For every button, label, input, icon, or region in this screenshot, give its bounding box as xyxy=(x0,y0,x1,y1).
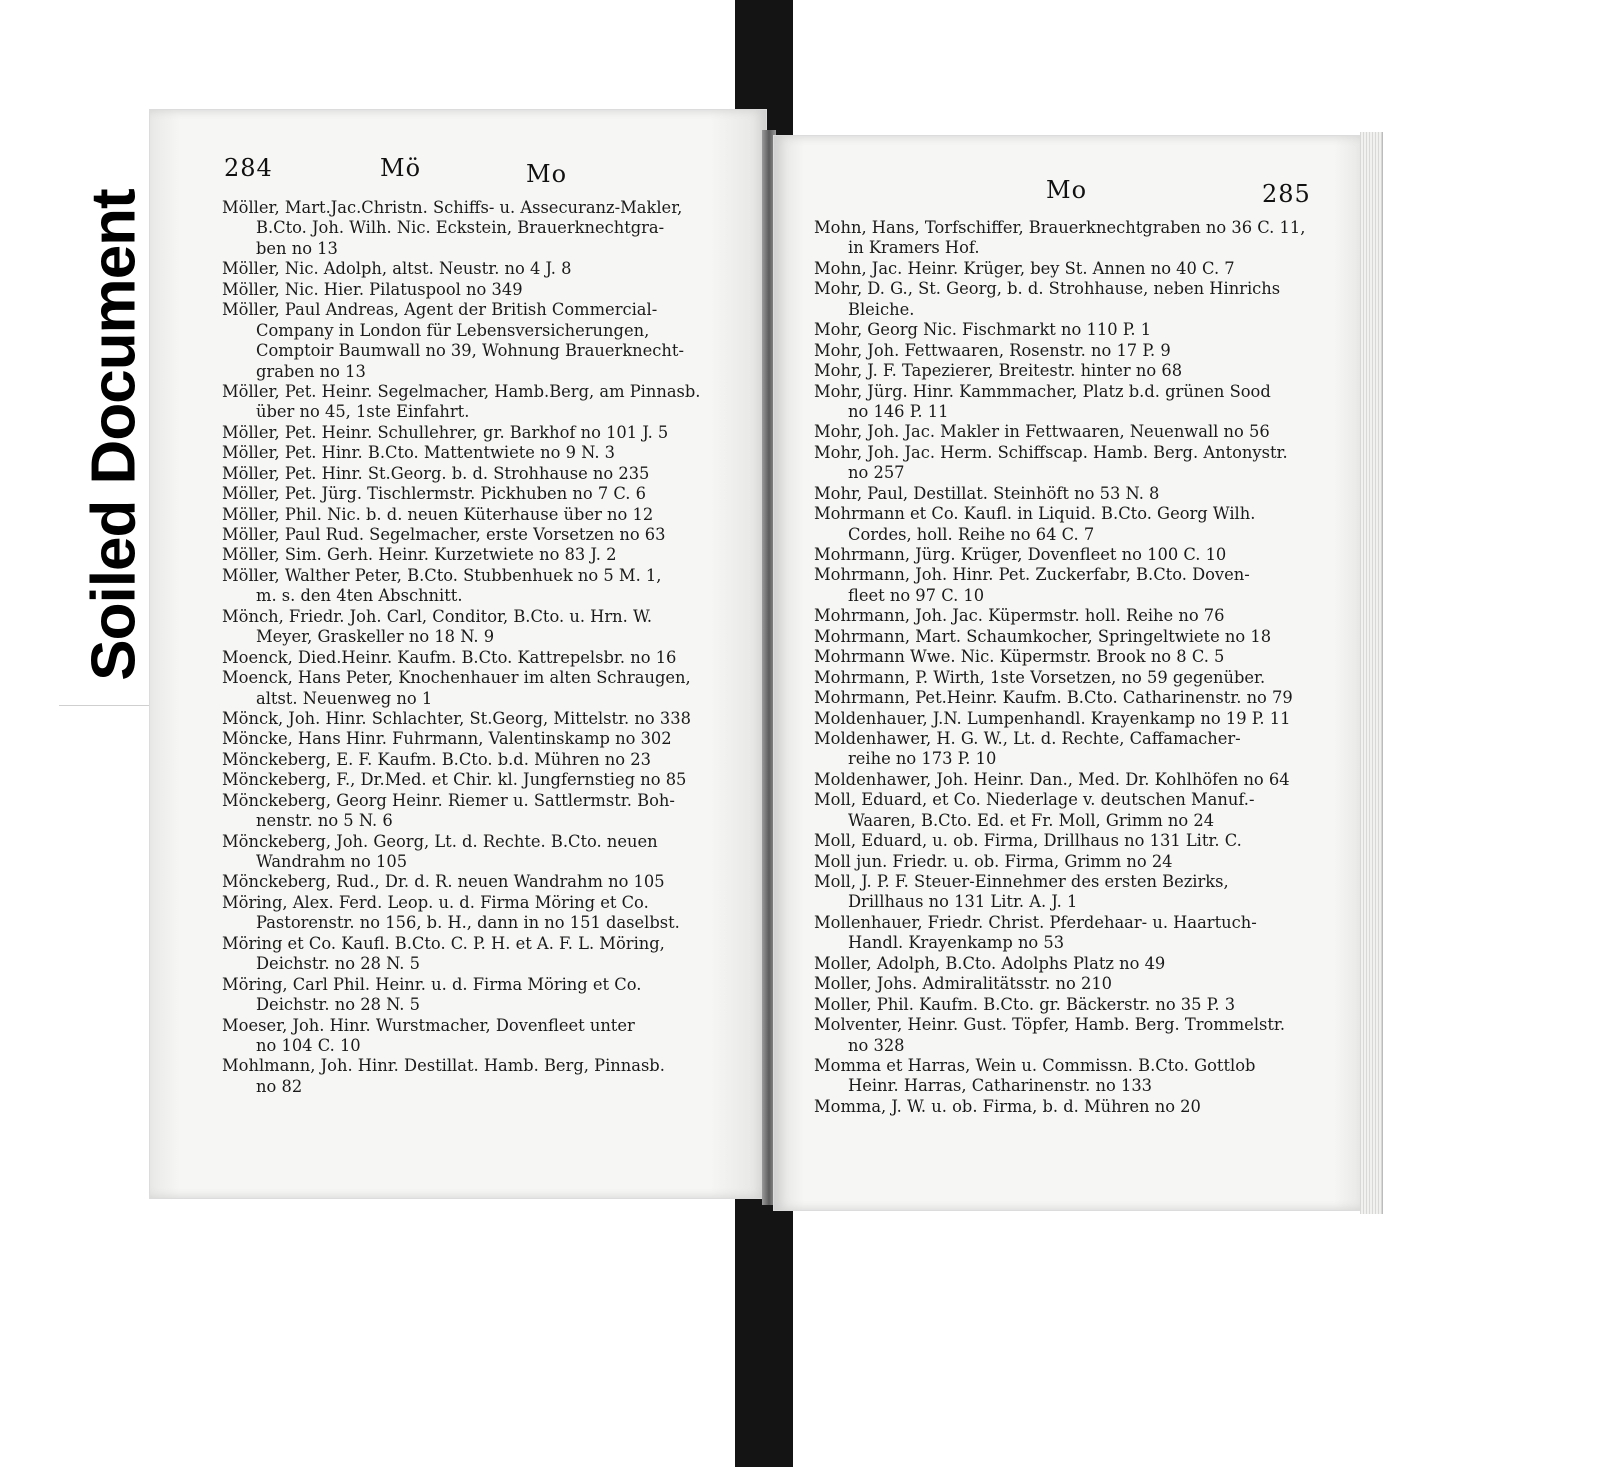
directory-entry-line: Moll, J. P. F. Steuer-Einnehmer des ersten Bezirks, xyxy=(814,872,1229,891)
directory-entry-line: Möller, Pet. Heinr. Segelmacher, Hamb.Berg, am Pinnasb. xyxy=(222,381,701,401)
directory-entry-line: Momma, J. W. u. ob. Firma, b. d. Mühren no 20 xyxy=(814,1096,1201,1116)
directory-entry-line: Mollenhauer, Friedr. Christ. Pferdehaar- u. Haartuch- xyxy=(814,912,1257,932)
entry-continuation-line: Comptoir Baumwall no 39, Wohnung Brauerknecht- xyxy=(256,341,684,361)
directory-entry-line: Möller, Mart.Jac.Christn. Schiffs- u. Assecuranz-Makler, xyxy=(222,198,683,217)
directory-entry-line: Moenck, Hans Peter, Knochenhauer im alten Schraugen, xyxy=(222,668,691,688)
right-page xyxy=(774,136,1360,1210)
entry-continuation-line: Deichstr. no 28 N. 5 xyxy=(256,954,421,974)
entry-continuation-line: Waaren, B.Cto. Ed. et Fr. Moll, Grimm no 24 xyxy=(848,810,1215,830)
directory-entry-line: Mohr, Georg Nic. Fischmarkt no 110 P. 1 xyxy=(814,320,1152,340)
entry-continuation-line: no 328 xyxy=(848,1035,905,1055)
directory-entry-line: Moller, Phil. Kaufm. B.Cto. gr. Bäckerstr. no 35 P. 3 xyxy=(814,994,1236,1014)
directory-entry-line: Mönckeberg, Joh. Georg, Lt. d. Rechte. B.Cto. neuen xyxy=(222,831,658,851)
entry-continuation-line: graben no 13 xyxy=(256,361,366,381)
directory-entry-line: Mönch, Friedr. Joh. Carl, Conditor, B.Cto. u. Hrn. W. xyxy=(222,606,653,626)
directory-entry-line: Mönckeberg, E. F. Kaufm. B.Cto. b.d. Mühren no 23 xyxy=(222,749,651,769)
directory-entry-line: Momma et Harras, Wein u. Commissn. B.Cto. Gottlob xyxy=(814,1055,1256,1075)
entry-continuation-line: m. s. den 4ten Abschnitt. xyxy=(256,586,463,606)
entry-continuation-line: über no 45, 1ste Einfahrt. xyxy=(256,402,470,422)
entry-continuation-line: fleet no 97 C. 10 xyxy=(848,585,985,605)
directory-entry-line: Mohr, Joh. Fettwaaren, Rosenstr. no 17 P. 9 xyxy=(814,340,1171,360)
directory-entry-line: Mohr, Paul, Destillat. Steinhöft no 53 N. 8 xyxy=(814,483,1160,503)
directory-entry-line: Moeser, Joh. Hinr. Wurstmacher, Dovenfleet unter xyxy=(222,1015,635,1035)
entry-continuation-line: no 257 xyxy=(848,463,905,483)
directory-entry-line: Mönckeberg, F., Dr.Med. et Chir. kl. Jungfernstieg no 85 xyxy=(222,770,687,790)
directory-entry-line: Möller, Phil. Nic. b. d. neuen Küterhause über no 12 xyxy=(222,504,654,524)
entry-continuation-line: Cordes, holl. Reihe no 64 C. 7 xyxy=(848,524,1095,544)
directory-entry-line: Mönckeberg, Rud., Dr. d. R. neuen Wandrahm no 105 xyxy=(222,872,665,892)
entry-continuation-line: in Kramers Hof. xyxy=(848,238,980,258)
left-entry-list xyxy=(222,198,700,1097)
directory-entry-line: Möller, Pet. Hinr. B.Cto. Mattentwiete no 9 N. 3 xyxy=(222,443,616,463)
directory-entry-line: Mohrmann, Joh. Jac. Küpermstr. holl. Reihe no 76 xyxy=(814,606,1225,626)
left-page xyxy=(150,110,766,1198)
directory-entry-line: Moll, Eduard, et Co. Niederlage v. deutschen Manuf.- xyxy=(814,790,1255,810)
directory-entry-line: Möller, Pet. Hinr. St.Georg. b. d. Strohhause no 235 xyxy=(222,463,650,483)
directory-entry-line: Möller, Paul Andreas, Agent der British Commercial- xyxy=(222,300,658,320)
right-running-head: Mo xyxy=(1046,176,1088,204)
directory-entry-line: Mohrmann et Co. Kaufl. in Liquid. B.Cto. Georg Wilh. xyxy=(814,504,1256,524)
entry-continuation-line: Wandrahm no 105 xyxy=(256,852,408,871)
directory-entry-line: Molventer, Heinr. Gust. Töpfer, Hamb. Berg. Trommelstr. xyxy=(814,1015,1286,1035)
directory-entry-line: Moller, Adolph, B.Cto. Adolphs Platz no 49 xyxy=(814,953,1166,973)
directory-entry-line: Möller, Sim. Gerh. Heinr. Kurzetwiete no 83 J. 2 xyxy=(222,545,617,565)
directory-entry-line: Moller, Johs. Admiralitätsstr. no 210 xyxy=(814,974,1113,994)
directory-entry-line: Möller, Nic. Hier. Pilatuspool no 349 xyxy=(222,279,523,299)
directory-entry-line: Möller, Pet. Heinr. Schullehrer, gr. Barkhof no 101 J. 5 xyxy=(222,422,669,442)
directory-entry-line: Moldenhauer, J.N. Lumpenhandl. Krayenkamp no 19 P. 11 xyxy=(814,708,1291,728)
entry-continuation-line: B.Cto. Joh. Wilh. Nic. Eckstein, Brauerknechtgra- xyxy=(256,218,665,238)
directory-entry-line: Moenck, Died.Heinr. Kaufm. B.Cto. Kattrepelsbr. no 16 xyxy=(222,647,677,667)
directory-entry-line: Mönckeberg, Georg Heinr. Riemer u. Sattlermstr. Boh- xyxy=(222,790,675,810)
directory-entry-line: Moll jun. Friedr. u. ob. Firma, Grimm no 24 xyxy=(814,851,1173,871)
directory-entry-line: Möring, Alex. Ferd. Leop. u. d. Firma Möring et Co. xyxy=(222,892,649,912)
entry-continuation-line: Drillhaus no 131 Litr. A. J. 1 xyxy=(848,892,1078,912)
directory-entry-line: Moldenhawer, Joh. Heinr. Dan., Med. Dr. Kohlhöfen no 64 xyxy=(814,769,1290,789)
soiled-document-label: Soiled Document xyxy=(79,189,149,681)
directory-entry-line: Mohr, Joh. Jac. Makler in Fettwaaren, Neuenwall no 56 xyxy=(814,422,1270,442)
directory-entry-line: Möller, Nic. Adolph, altst. Neustr. no 4 J. 8 xyxy=(222,259,572,279)
entry-continuation-line: ben no 13 xyxy=(256,238,338,258)
entry-continuation-line: nenstr. no 5 N. 6 xyxy=(256,811,393,831)
left-page-number: 284 xyxy=(224,154,273,182)
binding-ribbon-bottom xyxy=(735,1195,793,1467)
left-running-head-2: Mo xyxy=(526,160,568,188)
entry-continuation-line: no 104 C. 10 xyxy=(256,1035,361,1055)
directory-entry-line: Mohrmann, Mart. Schaumkocher, Springeltwiete no 18 xyxy=(814,626,1272,646)
entry-continuation-line: Pastorenstr. no 156, b. H., dann in no 151 daselbst. xyxy=(256,913,680,933)
entry-continuation-line: Bleiche. xyxy=(848,299,915,319)
right-page-number: 285 xyxy=(1262,180,1311,208)
directory-entry-line: Möller, Pet. Jürg. Tischlermstr. Pickhuben no 7 C. 6 xyxy=(222,484,646,504)
entry-continuation-line: Heinr. Harras, Catharinenstr. no 133 xyxy=(848,1076,1153,1096)
directory-entry-line: Mohrmann, Joh. Hinr. Pet. Zuckerfabr, B.Cto. Doven- xyxy=(814,565,1250,585)
directory-entry-line: Möring, Carl Phil. Heinr. u. d. Firma Möring et Co. xyxy=(222,974,642,994)
right-entry-list xyxy=(814,218,1305,1117)
entry-continuation-line: reihe no 173 P. 10 xyxy=(848,749,997,769)
directory-entry-line: Mohrmann Wwe. Nic. Küpermstr. Brook no 8 C. 5 xyxy=(814,647,1225,667)
directory-entry-line: Möller, Walther Peter, B.Cto. Stubbenhuek no 5 M. 1, xyxy=(222,565,662,585)
entry-continuation-line: altst. Neuenweg no 1 xyxy=(256,688,433,708)
entry-continuation-line: no 146 P. 11 xyxy=(848,401,949,421)
directory-entry-line: Mohr, J. F. Tapezierer, Breitestr. hinter no 68 xyxy=(814,361,1183,381)
page-edge-stack xyxy=(1360,132,1383,1214)
directory-entry-line: Mohr, Jürg. Hinr. Kammmacher, Platz b.d. grünen Sood xyxy=(814,381,1271,401)
directory-entry-line: Möring et Co. Kaufl. B.Cto. C. P. H. et A. F. L. Möring, xyxy=(222,933,665,953)
entry-continuation-line: Handl. Krayenkamp no 53 xyxy=(848,933,1065,953)
entry-continuation-line: Deichstr. no 28 N. 5 xyxy=(256,995,421,1015)
entry-continuation-line: Meyer, Graskeller no 18 N. 9 xyxy=(256,627,495,647)
directory-entry-line: Mohrmann, P. Wirth, 1ste Vorsetzen, no 59 gegenüber. xyxy=(814,667,1266,687)
directory-entry-line: Mohr, Joh. Jac. Herm. Schiffscap. Hamb. Berg. Antonystr. xyxy=(814,442,1288,462)
directory-entry-line: Mönck, Joh. Hinr. Schlachter, St.Georg, Mittelstr. no 338 xyxy=(222,708,691,728)
directory-entry-line: Mohrmann, Pet.Heinr. Kaufm. B.Cto. Catharinenstr. no 79 xyxy=(814,688,1293,708)
directory-entry-line: Moll, Eduard, u. ob. Firma, Drillhaus no 131 Litr. C. xyxy=(814,831,1242,851)
left-running-head-1: Mö xyxy=(380,154,422,182)
directory-entry-line: Möncke, Hans Hinr. Fuhrmann, Valentinskamp no 302 xyxy=(222,729,672,749)
entry-continuation-line: Company in London für Lebensversicherungen, xyxy=(256,320,650,340)
directory-entry-line: Mohn, Jac. Heinr. Krüger, bey St. Annen no 40 C. 7 xyxy=(814,258,1235,278)
directory-entry-line: Mohrmann, Jürg. Krüger, Dovenfleet no 100 C. 10 xyxy=(814,545,1227,564)
directory-entry-line: Moldenhawer, H. G. W., Lt. d. Rechte, Caffamacher- xyxy=(814,728,1241,748)
directory-entry-line: Mohn, Hans, Torfschiffer, Brauerknechtgraben no 36 C. 11, xyxy=(814,218,1306,237)
directory-entry-line: Mohlmann, Joh. Hinr. Destillat. Hamb. Berg, Pinnasb. xyxy=(222,1056,665,1076)
directory-entry-line: Möller, Paul Rud. Segelmacher, erste Vorsetzen no 63 xyxy=(222,525,666,544)
entry-continuation-line: no 82 xyxy=(256,1076,303,1096)
directory-entry-line: Mohr, D. G., St. Georg, b. d. Strohhause, neben Hinrichs xyxy=(814,279,1281,299)
